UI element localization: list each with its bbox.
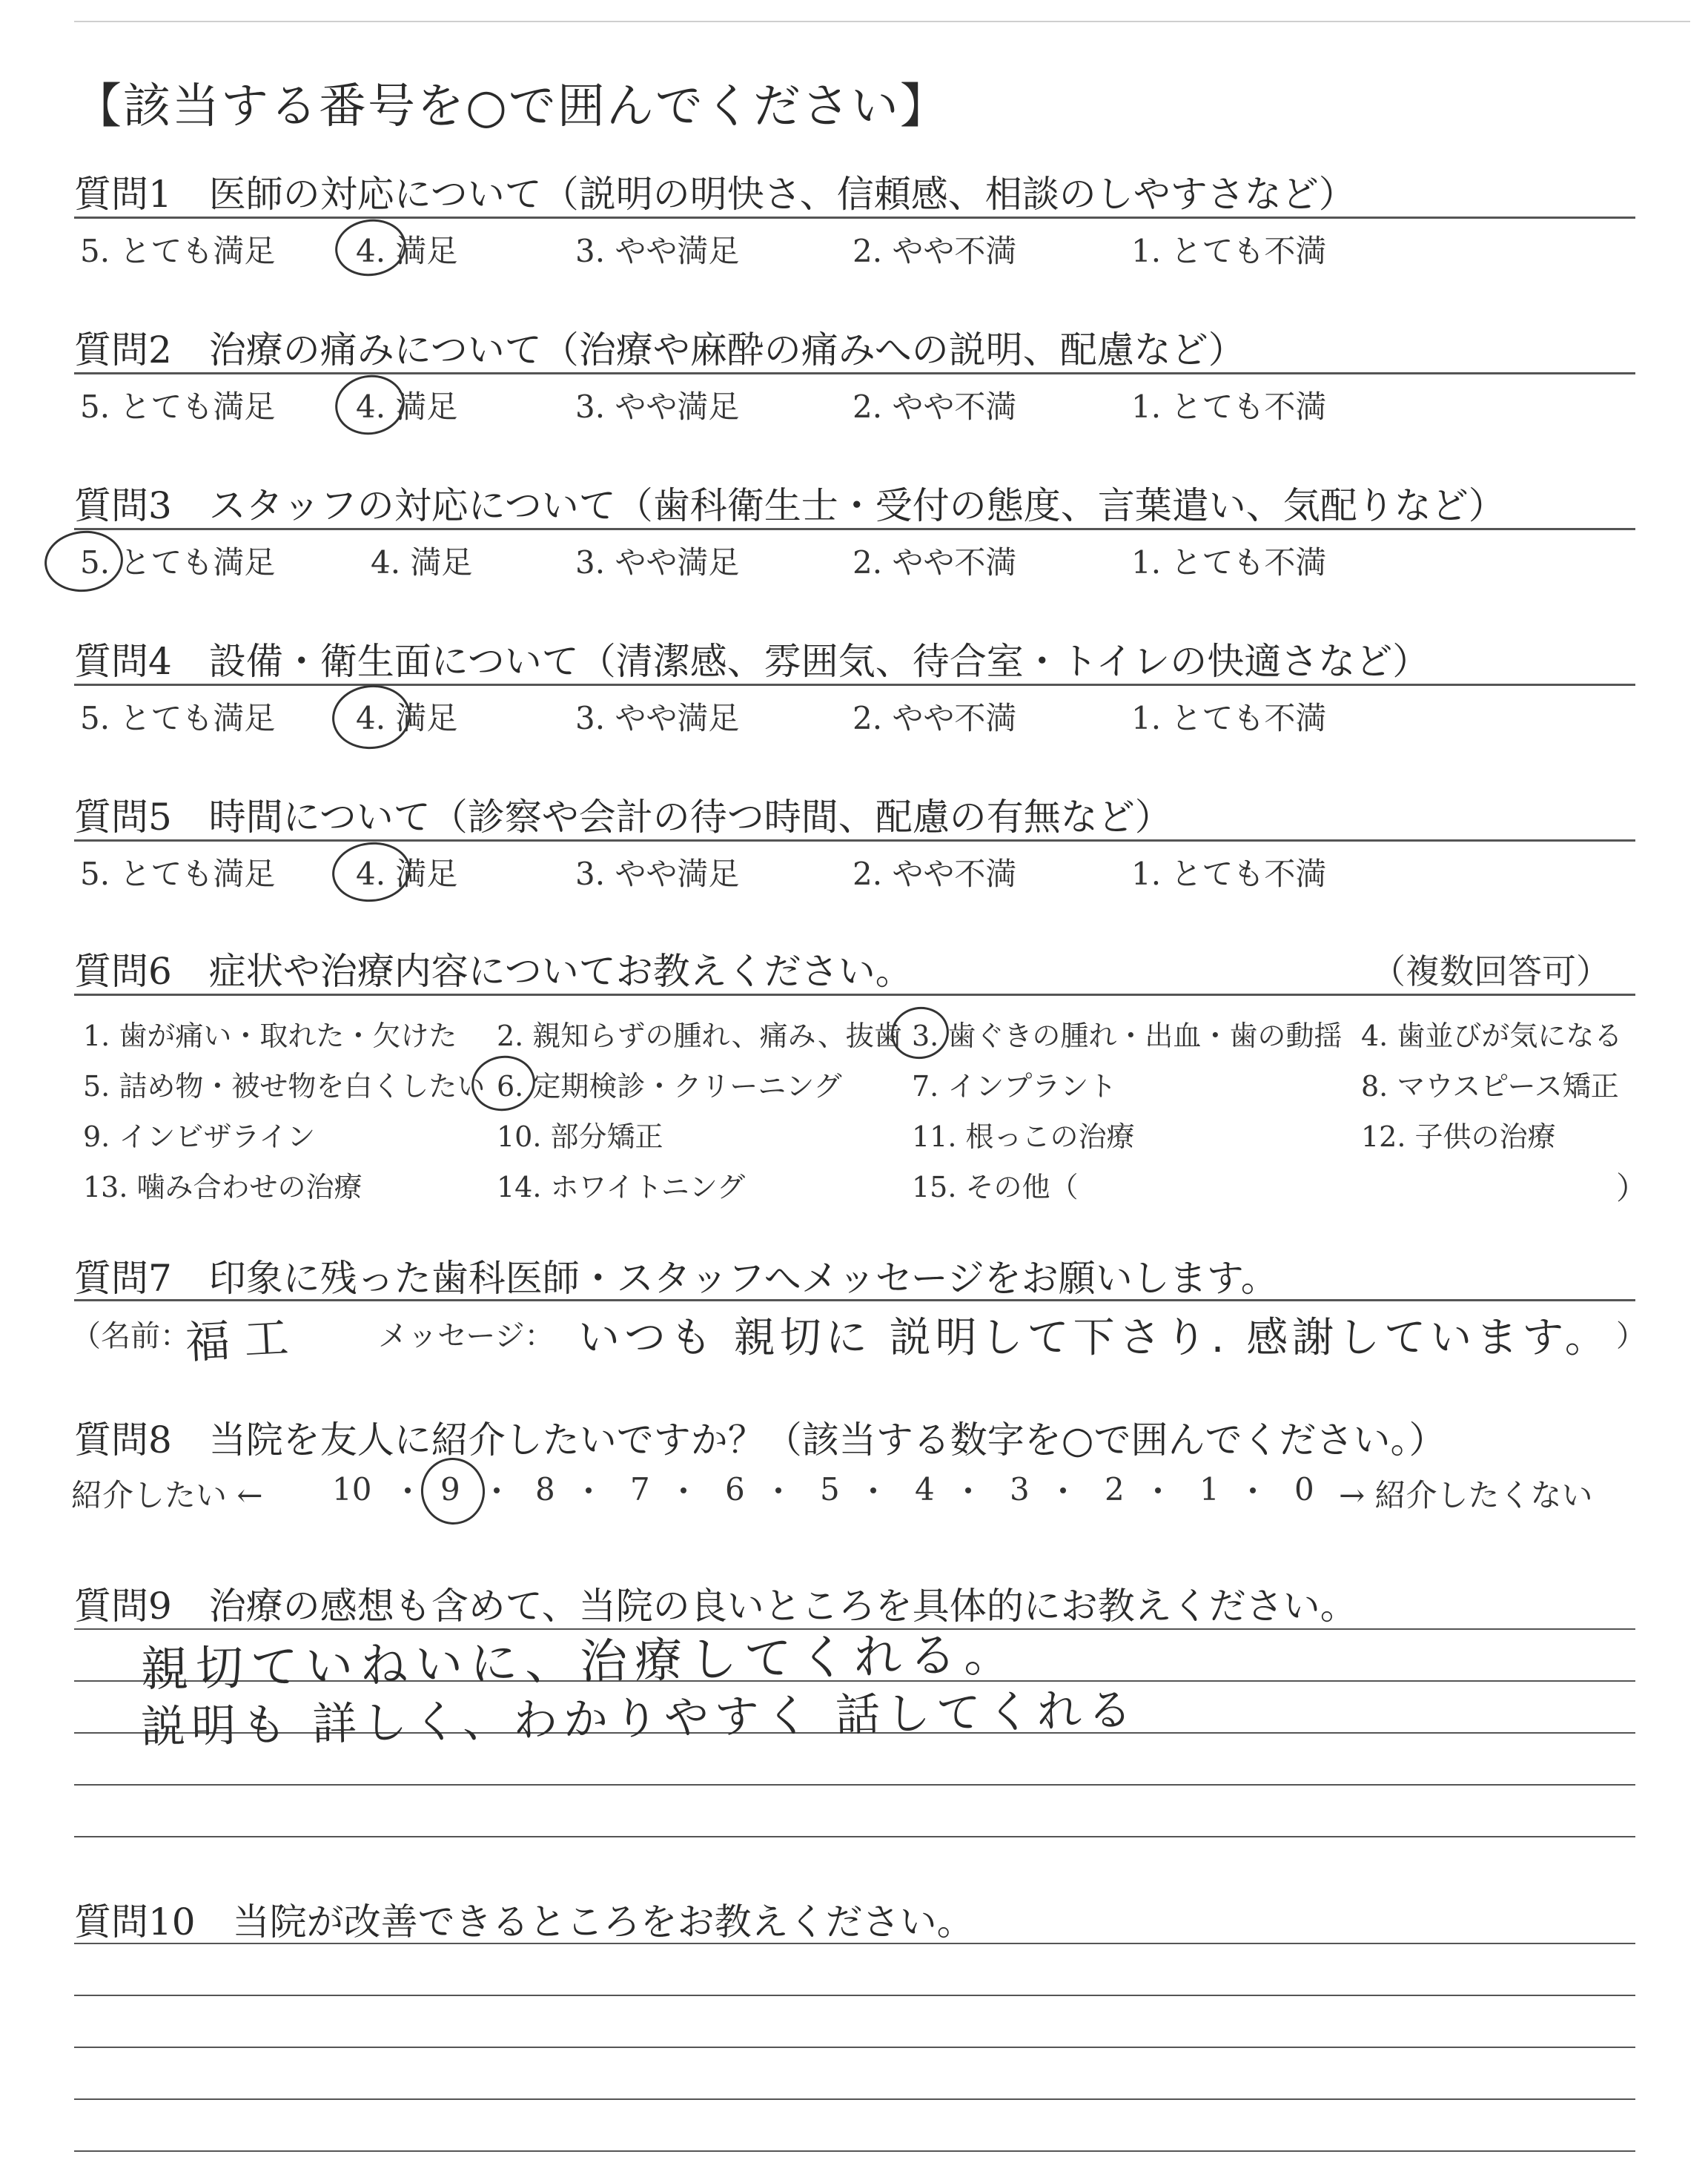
q7-message-label: メッセージ：	[378, 1319, 555, 1353]
q3-option-5[interactable]: 5. とても満足	[80, 544, 276, 581]
q9-answer-line-1: 親切ていねいに、治療してくれる。	[140, 1627, 1019, 1698]
q6-option-14[interactable]: 14. ホワイトニング	[497, 1171, 746, 1203]
q8-scale-dot	[405, 1487, 411, 1493]
q6-option-10[interactable]: 10. 部分矯正	[497, 1120, 663, 1153]
q2-option-5[interactable]: 5. とても満足	[80, 389, 276, 425]
q8-scale-5[interactable]: 5	[820, 1471, 840, 1507]
q8-scale-9[interactable]: 9	[440, 1471, 460, 1507]
q8-selection-circle	[417, 1453, 489, 1528]
q8-scale-6[interactable]: 6	[725, 1471, 745, 1507]
top-border	[74, 21, 1690, 22]
q8-scale-dot	[870, 1487, 876, 1493]
q8-scale-10[interactable]: 10	[332, 1471, 372, 1507]
q4-option-2[interactable]: 2. やや不満	[853, 700, 1017, 736]
q8-scale-dot	[586, 1487, 592, 1493]
q1-option-1[interactable]: 1. とても不満	[1131, 233, 1327, 269]
question-8-title: 質問8 当院を友人に紹介したいですか？（該当する数字を○で囲んでください。）	[74, 1418, 1446, 1462]
q3-option-2[interactable]: 2. やや不満	[853, 544, 1017, 581]
q2-option-1[interactable]: 1. とても不満	[1131, 389, 1327, 425]
q8-scale-7[interactable]: 7	[630, 1471, 650, 1507]
q5-option-2[interactable]: 2. やや不満	[853, 856, 1017, 892]
q10-line-3	[74, 2047, 1635, 2048]
q8-scale-dot	[494, 1487, 500, 1493]
q10-line-4	[74, 2098, 1635, 2100]
question-4-title: 質問4 設備・衛生面について（清潔感、雰囲気、待合室・トイレの快適さなど）	[74, 640, 1430, 683]
q6-option-9[interactable]: 9. インビザライン	[83, 1120, 316, 1153]
q8-scale-8[interactable]: 8	[535, 1471, 555, 1507]
q4-option-1[interactable]: 1. とても不満	[1131, 700, 1327, 736]
q10-line-2	[74, 1995, 1635, 1996]
q5-option-3[interactable]: 3. やや満足	[575, 856, 740, 892]
q4-selection-circle	[329, 681, 414, 753]
q1-option-4[interactable]: 4. 満足	[356, 233, 458, 269]
question-5-title: 質問5 時間について（診察や会計の待つ時間、配慮の有無など）	[74, 796, 1172, 839]
q6-selection-circle-6	[467, 1051, 540, 1116]
q5-option-1[interactable]: 1. とても不満	[1131, 856, 1327, 892]
q5-option-4[interactable]: 4. 満足	[356, 856, 458, 892]
q9-answer-line-2: 説明も 詳しく、わかりやすく 話してくれる	[140, 1684, 1139, 1754]
q2-option-4[interactable]: 4. 満足	[356, 389, 458, 425]
question-2-rule	[74, 372, 1635, 374]
question-9-title: 質問9 治療の感想も含めて、当院の良いところを具体的にお教えください。	[74, 1585, 1357, 1628]
q6-option-8[interactable]: 8. マウスピース矯正	[1361, 1070, 1619, 1103]
q7-name-label: （名前：	[71, 1319, 190, 1353]
q3-selection-circle	[42, 527, 126, 596]
q8-scale-dot	[1155, 1487, 1161, 1493]
q2-option-3[interactable]: 3. やや満足	[575, 389, 740, 425]
q1-option-5[interactable]: 5. とても満足	[80, 233, 276, 269]
q8-scale-3[interactable]: 3	[1010, 1471, 1030, 1507]
q6-option-4[interactable]: 4. 歯並びが気になる	[1361, 1020, 1623, 1052]
q6-option-13[interactable]: 13. 噛み合わせの治療	[83, 1171, 363, 1203]
q7-message-handwritten: いつも 親切に 説明して下さり. 感謝しています。	[578, 1314, 1611, 1362]
q3-option-3[interactable]: 3. やや満足	[575, 544, 740, 581]
q6-option-1[interactable]: 1. 歯が痛い・取れた・欠けた	[83, 1020, 457, 1052]
q6-option-5[interactable]: 5. 詰め物・被せ物を白くしたい	[83, 1070, 486, 1103]
question-7-title: 質問7 印象に残った歯科医師・スタッフへメッセージをお願いします。	[74, 1257, 1278, 1300]
question-3-title: 質問3 スタッフの対応について（歯科衛生士・受付の態度、言葉遣い、気配りなど）	[74, 484, 1506, 527]
question-4-rule	[74, 684, 1635, 686]
question-7-rule	[74, 1299, 1635, 1301]
q8-scale-dot	[965, 1487, 971, 1493]
q6-selection-circle-3	[887, 1003, 953, 1063]
q8-scale-0[interactable]: 0	[1294, 1471, 1314, 1507]
q3-option-4[interactable]: 4. 満足	[371, 544, 473, 581]
instruction-heading: 【該当する番号を○で囲んでください】	[74, 79, 949, 134]
q7-name-handwritten: 福 工	[184, 1312, 291, 1370]
question-6-title: 質問6 症状や治療内容についてお教えください。	[74, 950, 913, 993]
question-5-rule	[74, 839, 1635, 842]
question-3-rule	[74, 528, 1635, 530]
q8-scale-dot	[681, 1487, 686, 1493]
q8-scale-dot	[1250, 1487, 1256, 1493]
q7-close-paren: ）	[1616, 1319, 1646, 1353]
q2-selection-circle	[331, 369, 409, 440]
q8-left-label: 紹介したい ←	[71, 1477, 263, 1513]
q6-option-12[interactable]: 12. 子供の治療	[1361, 1120, 1556, 1153]
q8-scale-4[interactable]: 4	[915, 1471, 935, 1507]
q8-scale-1[interactable]: 1	[1199, 1471, 1219, 1507]
q4-option-5[interactable]: 5. とても満足	[80, 700, 276, 736]
q6-option-3[interactable]: 3. 歯ぐきの腫れ・出血・歯の動揺	[912, 1020, 1343, 1052]
q9-line-5	[74, 1836, 1635, 1837]
question-10-title: 質問10 当院が改善できるところをお教えください。	[74, 1900, 974, 1943]
q6-option-15[interactable]: 15. その他（	[912, 1171, 1079, 1203]
q4-option-3[interactable]: 3. やや満足	[575, 700, 740, 736]
q8-scale-2[interactable]: 2	[1105, 1471, 1125, 1507]
q6-option-6[interactable]: 6. 定期検診・クリーニング	[497, 1070, 842, 1103]
q10-line-1	[74, 1943, 1635, 1944]
q4-option-4[interactable]: 4. 満足	[356, 700, 458, 736]
q9-line-4	[74, 1784, 1635, 1786]
q5-selection-circle	[329, 839, 414, 906]
q10-line-5	[74, 2150, 1635, 2152]
q8-scale-dot	[1060, 1487, 1066, 1493]
q1-option-3[interactable]: 3. やや満足	[575, 233, 740, 269]
question-1-rule	[74, 217, 1635, 219]
q5-option-5[interactable]: 5. とても満足	[80, 856, 276, 892]
q6-option-2[interactable]: 2. 親知らずの腫れ、痛み、抜歯	[497, 1020, 902, 1052]
question-2-title: 質問2 治療の痛みについて（治療や麻酔の痛みへの説明、配慮など）	[74, 328, 1245, 371]
question-1-title: 質問1 医師の対応について（説明の明快さ、信頼感、相談のしやすさなど）	[74, 173, 1356, 216]
q2-option-2[interactable]: 2. やや不満	[853, 389, 1017, 425]
q6-option-7[interactable]: 7. インプラント	[912, 1070, 1117, 1103]
q6-option-11[interactable]: 11. 根っこの治療	[912, 1120, 1135, 1153]
question-6-rule	[74, 994, 1635, 996]
q1-option-2[interactable]: 2. やや不満	[853, 233, 1017, 269]
q8-scale-dot	[775, 1487, 781, 1493]
q6-other-close-paren: ）	[1616, 1170, 1648, 1206]
q8-right-label: → 紹介したくない	[1339, 1477, 1593, 1513]
question-6-multiple-note: （複数回答可）	[1371, 951, 1610, 991]
q3-option-1[interactable]: 1. とても不満	[1131, 544, 1327, 581]
